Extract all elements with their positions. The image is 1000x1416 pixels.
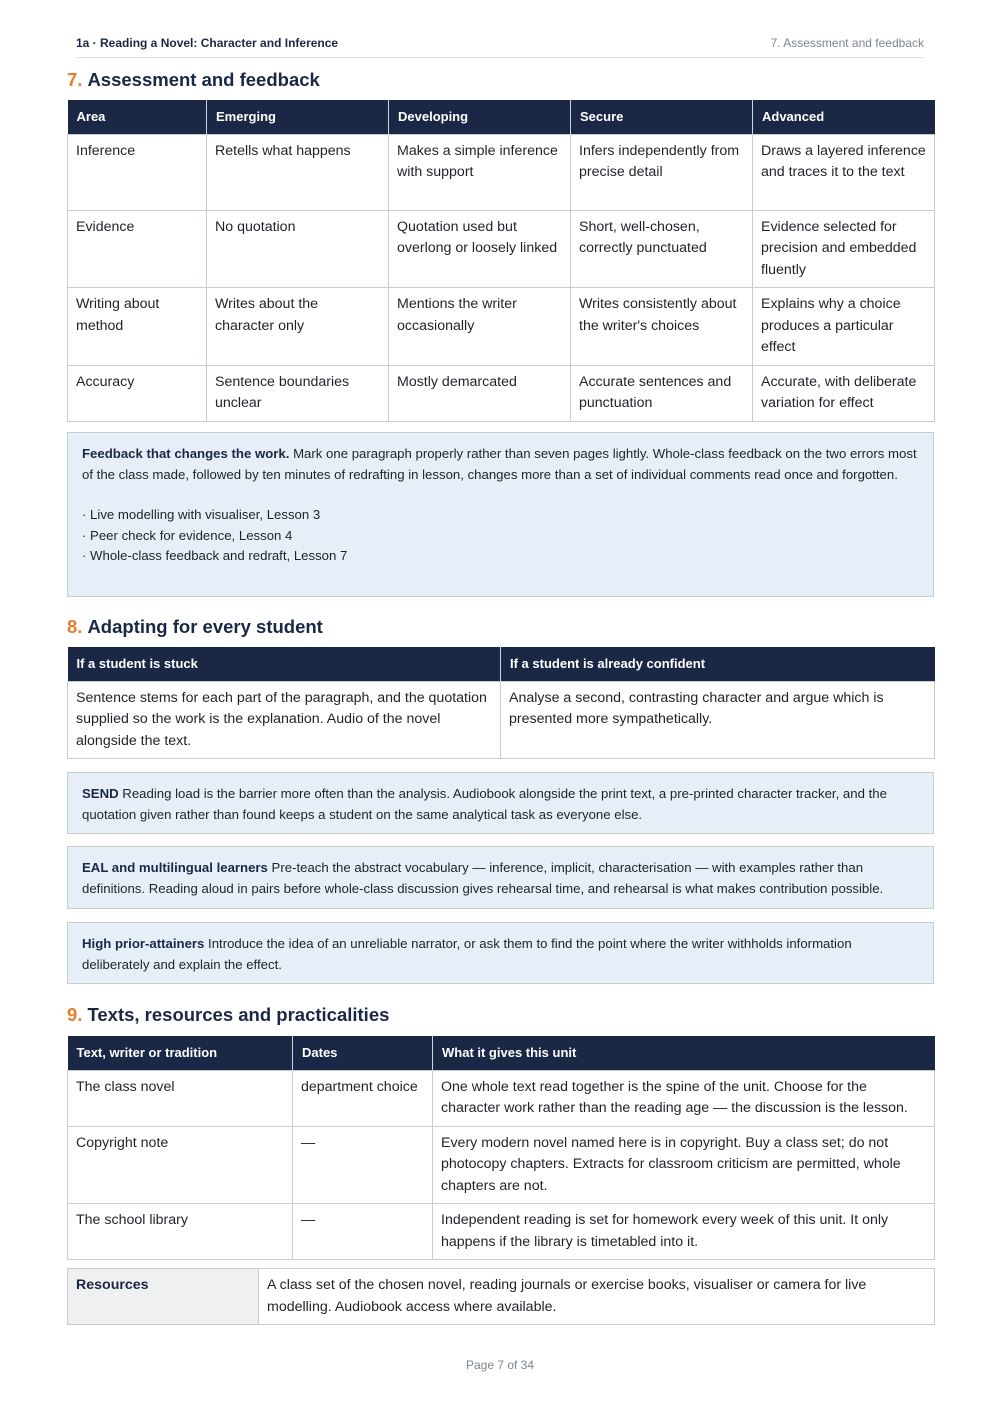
high-prior-attainers-callout [67,922,934,984]
table-cell: No quotation [207,210,389,288]
column-header: If a student is stuck [68,647,501,681]
list-item: · Live modelling with visualiser, Lesson 3 [82,507,321,522]
column-header: If a student is already confident [501,647,935,681]
table-row [68,1269,935,1325]
callout-lead: EAL and multilingual learners [82,860,268,875]
section-number: 7. [67,69,83,90]
section-9-heading [67,1004,389,1026]
table-cell: Writes consistently about the writer's choices [571,288,753,366]
send-callout [67,772,934,834]
column-header: Area [68,100,207,134]
table-cell: One whole text read together is the spine of the unit. Choose for the character work rather than the reading age — the discussion is the lesson. [433,1070,935,1126]
table-cell: Makes a simple inference with support [389,134,571,210]
section-title: Adapting for every student [87,616,323,637]
column-header: Secure [571,100,753,134]
feedback-paragraph [82,444,919,485]
feedback-callout [67,432,934,597]
table-cell: The class novel [68,1070,293,1126]
table-cell: Accurate, with deliberate variation for effect [753,365,935,421]
table-cell: — [293,1204,433,1260]
table-cell: Retells what happens [207,134,389,210]
callout-text: Mark one paragraph properly rather than seven pages lightly. Whole-class feedback on the two errors most of the class made, followed by ten minutes of redrafting in lesson, changes more than a set of individual comments read once and forgotten. [82,446,917,482]
table-header-row [68,647,935,681]
column-header: Text, writer or tradition [68,1036,293,1070]
table-row [68,1126,935,1204]
table-cell: Infers independently from precise detail [571,134,753,210]
table-cell: Independent reading is set for homework every week of this unit. It only happens if the library is timetabled into it. [433,1204,935,1260]
callout-paragraph [82,934,919,975]
callout-lead: High prior-attainers [82,936,205,951]
feedback-list [82,505,919,567]
table-cell: Evidence selected for precision and embedded fluently [753,210,935,288]
table-row [68,134,935,210]
table-cell: The school library [68,1204,293,1260]
table-cell: Copyright note [68,1126,293,1204]
callout-text: Reading load is the barrier more often than the analysis. Audiobook alongside the print text, a pre-printed character tracker, and the quotation given rather than found keeps a student on the same analytical task as everyone else. [82,786,887,822]
texts-table [67,1036,935,1260]
callout-lead: SEND [82,786,119,801]
table-cell: Inference [68,134,207,210]
table-cell: Mostly demarcated [389,365,571,421]
table-cell: Analyse a second, contrasting character and argue which is presented more sympathetically. [501,681,935,759]
table-cell: Writes about the character only [207,288,389,366]
table-cell: Accurate sentences and punctuation [571,365,753,421]
callout-lead: Feedback that changes the work. [82,446,290,461]
table-cell: Quotation used but overlong or loosely linked [389,210,571,288]
section-title: Texts, resources and practicalities [87,1004,390,1025]
assessment-table [67,100,935,422]
table-cell: Accuracy [68,365,207,421]
column-header: Dates [293,1036,433,1070]
table-row [68,365,935,421]
table-cell: Sentence boundaries unclear [207,365,389,421]
resources-label: Resources [68,1269,259,1325]
running-head [76,36,924,58]
adapting-table [67,647,935,759]
resources-text: A class set of the chosen novel, reading journals or exercise books, visualiser or camera for live modelling. Audiobook access where available. [259,1269,935,1325]
table-cell: Explains why a choice produces a particular effect [753,288,935,366]
table-cell: Every modern novel named here is in copyright. Buy a class set; do not photocopy chapters. Extracts for classroom criticism are permitted, whole chapters are not. [433,1126,935,1204]
column-header: Advanced [753,100,935,134]
section-7-heading [67,69,320,91]
table-cell: Writing about method [68,288,207,366]
callout-text: Pre-teach the abstract vocabulary — inference, implicit, characterisation — with examples rather than definitions. Reading aloud in pairs before whole-class discussion gives rehearsal time, and rehearsal is what makes contribution possible. [82,860,884,896]
table-row [68,288,935,366]
table-cell: Mentions the writer occasionally [389,288,571,366]
unit-title: 1a · Reading a Novel: Character and Inference [76,36,339,50]
table-row [68,210,935,288]
table-row [68,1070,935,1126]
table-header-row [68,100,935,134]
callout-text: Introduce the idea of an unreliable narrator, or ask them to find the point where the writer withholds information deliberately and explain the effect. [82,936,852,972]
table-cell: Short, well-chosen, correctly punctuated [571,210,753,288]
column-header: What it gives this unit [433,1036,935,1070]
resources-table [67,1268,935,1325]
column-header: Developing [389,100,571,134]
section-8-heading [67,616,323,638]
section-title: Assessment and feedback [87,69,320,90]
table-cell: Draws a layered inference and traces it to the text [753,134,935,210]
section-number: 9. [67,1004,83,1025]
table-row [68,1204,935,1260]
table-cell: Sentence stems for each part of the paragraph, and the quotation supplied so the work is the explanation. Audio of the novel alongside the text. [68,681,501,759]
table-cell: Evidence [68,210,207,288]
callout-paragraph [82,858,919,899]
list-item: · Peer check for evidence, Lesson 4 [82,527,293,543]
list-item: · Whole-class feedback and redraft, Lesson 7 [82,548,348,563]
table-cell: department choice [293,1070,433,1126]
column-header: Emerging [207,100,389,134]
eal-callout [67,846,934,909]
callout-paragraph [82,784,919,825]
table-header-row [68,1036,935,1070]
section-number: 8. [67,616,83,637]
table-cell: — [293,1126,433,1204]
page-number: Page 7 of 34 [465,1358,535,1372]
table-row [68,681,935,759]
section-title: 7. Assessment and feedback [770,36,924,50]
